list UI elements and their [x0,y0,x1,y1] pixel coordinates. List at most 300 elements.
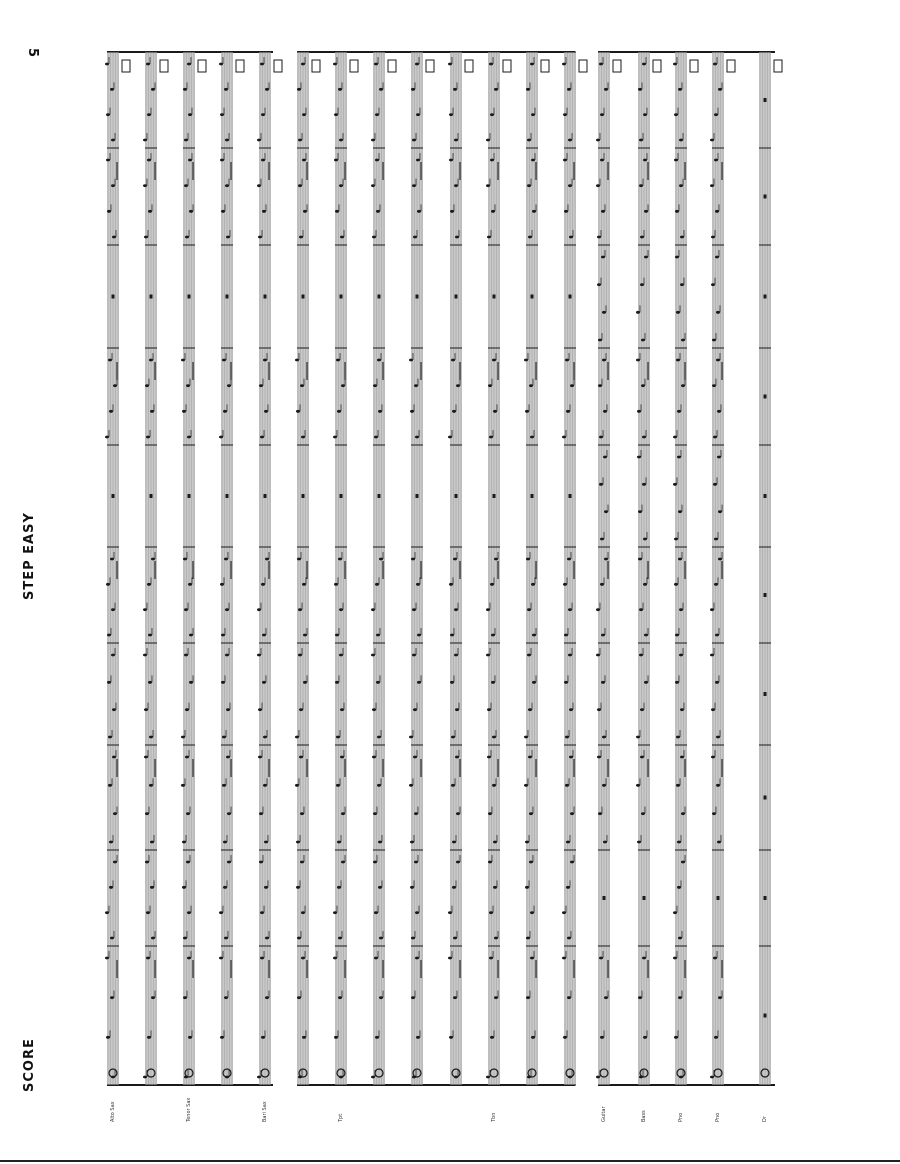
note-head [567,558,571,561]
note-head [149,359,153,362]
note-head [711,756,715,759]
note-head [681,861,685,864]
note-head [494,937,498,940]
note-head [673,436,677,439]
note-head [636,311,640,314]
note-head [295,784,299,787]
note-head [224,937,228,940]
page-title: STEP EASY [22,512,37,600]
note-head [263,784,267,787]
note-head [334,583,338,586]
note-head [638,996,642,999]
note-head [486,608,490,611]
note-head [602,736,606,739]
note-head [640,756,644,759]
note-head [295,359,299,362]
note-head [188,159,192,162]
note-head [678,558,682,561]
note-head [525,410,529,413]
note-head [490,583,494,586]
note-head [681,812,685,815]
note-head [219,957,223,960]
note-head [673,483,677,486]
note-head [143,1076,147,1079]
note-head [528,756,532,759]
note-head [453,558,457,561]
whole-rest [416,295,419,299]
note-head [599,436,603,439]
note-head [220,113,224,116]
note-head [678,88,682,91]
whole-rest [226,295,229,299]
note-head [718,88,722,91]
whole-rest [455,295,458,299]
note-head [448,911,452,914]
note-head [566,410,570,413]
note-head [184,139,188,142]
note-head [486,654,490,657]
rehearsal-box [774,60,782,72]
note-head [601,256,605,259]
note-head [333,63,337,66]
note-head [493,886,497,889]
note-head [113,861,117,864]
note-head [373,861,377,864]
note-head [492,736,496,739]
note-head [530,436,534,439]
note-head [566,886,570,889]
note-head [144,756,148,759]
note-head [453,996,457,999]
note-head [371,608,375,611]
note-head [644,634,648,637]
rehearsal-box [274,60,282,72]
note-head [412,1076,416,1079]
rehearsal-box [236,60,244,72]
note-head [298,654,302,657]
note-head [333,436,337,439]
note-head [186,861,190,864]
note-head [643,1036,647,1039]
note-head [372,236,376,239]
note-head [147,583,151,586]
note-head [678,937,682,940]
note-head [416,113,420,116]
rehearsal-box [541,60,549,72]
note-head [338,996,342,999]
note-head [642,436,646,439]
note-head [717,410,721,413]
note-head [600,583,604,586]
instrument-name: Bass [641,1110,647,1122]
note-head [679,654,683,657]
note-head [106,1036,110,1039]
note-head [262,210,266,213]
note-head [411,937,415,940]
note-head [258,756,262,759]
note-head [531,1036,535,1039]
rehearsal-box [426,60,434,72]
note-head [681,384,685,387]
note-head [711,236,715,239]
rehearsal-box [653,60,661,72]
note-head [677,841,681,844]
note-head [639,1076,643,1079]
note-head [341,384,345,387]
note-head [146,911,150,914]
note-head [379,88,383,91]
note-head [227,812,231,815]
note-head [563,113,567,116]
note-head [334,159,338,162]
note-head [186,384,190,387]
note-head [412,184,416,187]
note-head [639,184,643,187]
note-head [302,159,306,162]
note-head [113,812,117,815]
note-head [563,159,567,162]
note-head [263,359,267,362]
note-head [494,88,498,91]
note-head [112,236,116,239]
note-head [680,283,684,286]
note-head [105,436,109,439]
note-head [714,583,718,586]
note-head [414,861,418,864]
note-head [379,996,383,999]
note-head [714,113,718,116]
note-head [604,558,608,561]
note-head [181,359,185,362]
whole-rest [302,295,305,299]
note-head [487,236,491,239]
note-head [710,654,714,657]
note-head [184,654,188,657]
note-head [105,911,109,914]
note-head [150,841,154,844]
note-head [147,159,151,162]
note-head [338,558,342,561]
page-number: 5 [25,48,40,58]
note-head [298,184,302,187]
note-head [449,159,453,162]
note-head [532,634,536,637]
note-head [258,236,262,239]
note-head [264,841,268,844]
rehearsal-box [727,60,735,72]
rehearsal-box [503,60,511,72]
note-head [454,139,458,142]
note-head [486,184,490,187]
note-head [527,608,531,611]
note-head [570,861,574,864]
note-head [144,708,148,711]
note-head [303,634,307,637]
note-head [676,359,680,362]
note-head [494,996,498,999]
note-head [488,384,492,387]
note-head [487,708,491,711]
note-head [410,410,414,413]
note-head [415,957,419,960]
note-head [529,861,533,864]
note-head [716,359,720,362]
note-head [718,510,722,513]
note-head [487,756,491,759]
rehearsal-box [122,60,130,72]
note-head [187,63,191,66]
note-head [111,1076,115,1079]
note-head [598,339,602,342]
note-head [265,558,269,561]
note-head [675,634,679,637]
note-head [680,756,684,759]
note-head [568,608,572,611]
note-head [636,784,640,787]
note-head [372,708,376,711]
note-head [412,608,416,611]
instrument-name: Alto Sax [110,1101,116,1122]
note-head [596,184,600,187]
note-head [454,608,458,611]
note-head [569,756,573,759]
note-head [371,184,375,187]
note-head [604,996,608,999]
note-head [257,184,261,187]
note-head [410,841,414,844]
note-head [675,681,679,684]
note-head [454,1076,458,1079]
note-head [567,996,571,999]
note-head [455,756,459,759]
note-head [227,384,231,387]
note-head [108,359,112,362]
note-head [303,681,307,684]
note-head [637,410,641,413]
note-head [302,1036,306,1039]
note-head [529,812,533,815]
whole-rest [264,295,267,299]
note-head [374,63,378,66]
note-head [182,841,186,844]
note-head [144,236,148,239]
note-head [673,957,677,960]
note-head [300,861,304,864]
note-head [568,184,572,187]
note-head [564,210,568,213]
note-head [674,1036,678,1039]
note-head [710,184,714,187]
note-head [644,681,648,684]
note-head [108,736,112,739]
note-head [531,583,535,586]
note-head [492,784,496,787]
note-head [105,63,109,66]
note-head [486,139,490,142]
note-head [454,654,458,657]
note-head [339,139,343,142]
note-head [298,608,302,611]
note-head [637,841,641,844]
note-head [223,886,227,889]
note-head [339,184,343,187]
whole-rest [340,295,343,299]
note-head [339,1076,343,1079]
note-head [188,1036,192,1039]
note-head [637,456,641,459]
whole-rest [264,494,267,498]
note-head [186,812,190,815]
instrument-name: Tpt [338,1113,344,1122]
note-head [456,861,460,864]
rehearsal-box [198,60,206,72]
note-head [600,1036,604,1039]
note-head [148,634,152,637]
note-head [488,861,492,864]
note-head [150,410,154,413]
note-head [455,708,459,711]
note-head [448,63,452,66]
note-head [601,681,605,684]
note-head [528,236,532,239]
whole-rest [764,295,767,299]
note-head [340,708,344,711]
note-head [226,756,230,759]
note-head [710,608,714,611]
note-head [183,558,187,561]
instrument-name: Tbn [491,1112,497,1122]
note-head [527,184,531,187]
note-head [297,558,301,561]
note-head [490,113,494,116]
note-head [640,708,644,711]
note-head [676,784,680,787]
note-head [679,1076,683,1079]
whole-rest [569,494,572,498]
note-head [597,236,601,239]
note-head [184,1076,188,1079]
note-head [188,113,192,116]
whole-rest [150,295,153,299]
rehearsal-box [160,60,168,72]
note-head [301,63,305,66]
instrument-name: Tenor Sax [186,1097,192,1122]
note-head [489,911,493,914]
note-head [147,113,151,116]
whole-rest [455,494,458,498]
note-head [220,1036,224,1039]
note-head [106,159,110,162]
note-head [257,1076,261,1079]
note-head [106,583,110,586]
whole-rest [764,494,767,498]
note-head [603,841,607,844]
note-head [712,384,716,387]
note-head [491,634,495,637]
note-head [372,756,376,759]
note-head [415,63,419,66]
note-head [340,756,344,759]
note-head [378,841,382,844]
note-head [636,359,640,362]
note-head [562,436,566,439]
note-head [149,736,153,739]
note-head [110,558,114,561]
whole-rest [416,494,419,498]
note-head [374,957,378,960]
note-head [182,886,186,889]
note-head [453,937,457,940]
note-head [371,139,375,142]
note-head [718,996,722,999]
note-head [109,841,113,844]
note-head [532,210,536,213]
whole-rest [378,295,381,299]
note-head [531,113,535,116]
note-head [333,957,337,960]
note-head [414,812,418,815]
note-head [415,911,419,914]
note-head [712,812,716,815]
note-head [109,410,113,413]
note-head [602,359,606,362]
note-head [674,583,678,586]
note-head [527,654,531,657]
note-head [674,113,678,116]
note-head [531,159,535,162]
note-head [147,1036,151,1039]
note-head [373,812,377,815]
note-head [565,784,569,787]
note-head [107,210,111,213]
note-head [296,886,300,889]
note-head [221,210,225,213]
note-head [335,634,339,637]
note-head [716,311,720,314]
note-head [375,1036,379,1039]
note-head [602,784,606,787]
note-head [261,583,265,586]
note-head [449,583,453,586]
note-head [151,937,155,940]
whole-rest [764,1014,767,1018]
note-head [111,139,115,142]
note-head [493,841,497,844]
note-head [112,708,116,711]
note-head [490,1036,494,1039]
note-head [183,937,187,940]
note-head [219,436,223,439]
instrument-name: Guitar [601,1106,607,1122]
note-head [413,708,417,711]
note-head [413,756,417,759]
note-head [710,1076,714,1079]
note-head [303,210,307,213]
note-head [674,538,678,541]
note-head [638,558,642,561]
score-label: SCORE [22,1038,37,1092]
note-head [570,384,574,387]
rehearsal-box [690,60,698,72]
note-head [105,957,109,960]
note-head [265,996,269,999]
note-head [409,784,413,787]
whole-rest [188,494,191,498]
note-head [412,139,416,142]
note-head [642,957,646,960]
whole-rest [340,494,343,498]
note-head [675,256,679,259]
